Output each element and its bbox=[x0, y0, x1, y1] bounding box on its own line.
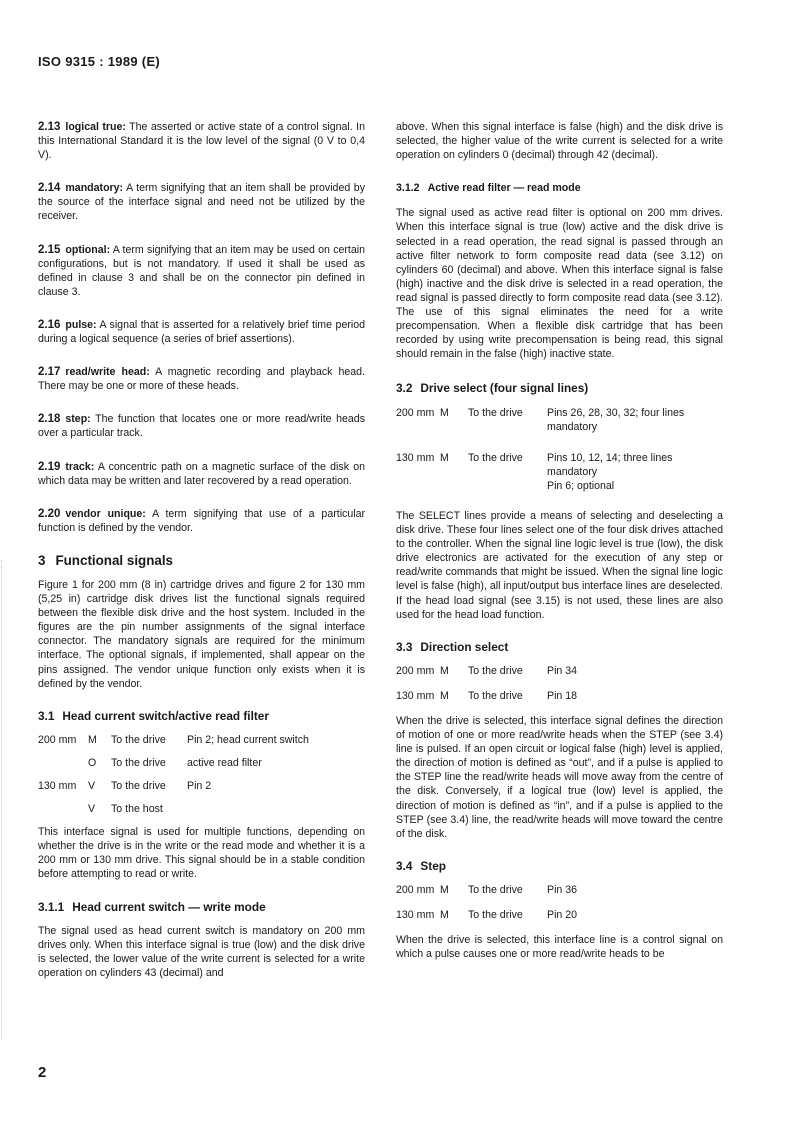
section-3-1-1-text: The signal used as head current switch is mandatory on 200 mm drives only. When this interface signal is true (low) and the disk drive is selected, the lower value of the write current is selected for a write operation on cylinders 43 (decimal) and bbox=[38, 924, 365, 979]
definition-2-19 bbox=[38, 460, 365, 488]
signal-row: 200 mm M To the drive Pin 36 bbox=[396, 883, 578, 896]
section-3-3-heading: 3.3 Direction select bbox=[396, 639, 509, 654]
definition-text: A concentric path on a magnetic surface of the disk on which data may be written and later recovered by a read operation. bbox=[38, 460, 365, 487]
definition-term: step: bbox=[65, 413, 91, 426]
section-3-2-heading: 3.2 Drive select (four signal lines) bbox=[396, 381, 589, 396]
definition-term: optional: bbox=[65, 243, 111, 256]
definition-number: 2.20 bbox=[38, 507, 61, 520]
definition-term: vendor unique: bbox=[65, 507, 146, 520]
signal-row: 130 mm M To the drive Pin 20 bbox=[396, 909, 578, 922]
definition-text: A term signifying that use of a particular function is defined by the vendor. bbox=[38, 507, 366, 534]
page-number: 2 bbox=[38, 1064, 47, 1081]
signal-row: 130 mm M To the drive Pin 18 bbox=[396, 689, 578, 702]
definition-number: 2.14 bbox=[38, 182, 61, 195]
definition-text: The asserted or active state of a control signal. In this International Standard it is the low level of the signal (0 V to 0,4 V). bbox=[38, 121, 365, 162]
definition-term: read/write head: bbox=[65, 366, 150, 379]
signal-row: 200 mm M To the drive Pins 26, 28, 30, 32; four lines mandatory bbox=[396, 406, 685, 433]
definition-2-14 bbox=[38, 181, 365, 223]
definition-2-18 bbox=[38, 412, 365, 440]
section-3-1-text: This interface signal is used for multiple functions, depending on whether the drive is in the write or the read mode and whether it is a 200 mm or 130 mm drive. This signal should be in a stable condition before attempting to read or write. bbox=[38, 826, 365, 881]
definition-number: 2.17 bbox=[38, 366, 61, 379]
section-3-heading: 3 Functional signals bbox=[38, 552, 174, 568]
section-3-3-signal-table bbox=[396, 664, 723, 703]
signal-row: 130 mm V To the drive Pin 2 bbox=[38, 780, 212, 792]
definition-text: A term signifying that an item may be used on certain configurations, but is not mandatory. If used it shall be used as defined in clause 3 and shall be on the connector pin defined in clause 3. bbox=[38, 243, 365, 298]
section-3-1-2-text: The signal used as active read filter is optional on 200 mm drives. When this interface signal is true (low) active and the disk drive is selected in a read operation, the read signal is passed through an active filter network to form composite read data (see 3.12) on cylinders 60 (decimal) and above. When this interface signal is false (high) inactive and the disk drive is selected in a read operation, the read signal is passed directly to form composite read data (see 3.12). The use of this signal eliminates the need for a write precompensation. When a flexible disk cartridge that has been recorded by using write precompensation is being read, this signal should remain in the false (high) inactive state. bbox=[396, 207, 723, 361]
definition-text: A signal that is asserted for a relatively brief time period during a logical sequence (a series of brief assertions). bbox=[38, 318, 365, 346]
section-3-1-1-text-continued: above. When this signal interface is false (high) and the disk drive is selected, the higher value of the write current is selected for a write operation on cylinders 0 (decimal) through 42 (decimal). bbox=[396, 121, 723, 162]
definition-text: The function that locates one or more read/write heads over a particular track. bbox=[38, 413, 365, 440]
definition-number: 2.19 bbox=[38, 460, 61, 473]
section-3-1-2-heading: 3.1.2 Active read filter — read mode bbox=[396, 182, 581, 195]
definition-2-13 bbox=[38, 120, 365, 162]
section-3-1-heading: 3.1 Head current switch/active read filter bbox=[38, 708, 269, 723]
section-3-3-text: When the drive is selected, this interface signal defines the direction of motion of one or more read/write heads when the STEP (see 3.4) line is pulsed. If an open circuit or logical false (high) level is applied, the direction of motion is defined as “out”, and if a pulse is applied to the STEP line the read/write heads will move away from the centre of the disk. Conversely, if a logical true (low) level is applied, the direction of motion is defined as “in”, and if a pulse is applied to the STEP (see 3.4) line, the read/write heads will move toward the centre of the disk. bbox=[396, 715, 723, 840]
definition-text: A magnetic recording and playback head. There may be one or more of these heads. bbox=[38, 366, 365, 393]
definition-2-15 bbox=[38, 243, 365, 299]
definition-term: pulse: bbox=[65, 318, 97, 331]
definition-number: 2.15 bbox=[38, 243, 61, 256]
signal-row: V To the host bbox=[88, 803, 163, 816]
definition-2-16 bbox=[38, 318, 365, 346]
signal-row: 200 mm M To the drive Pin 34 bbox=[396, 664, 578, 677]
signal-row: 200 mm M To the drive Pin 2; head current switch bbox=[38, 733, 309, 746]
signal-row: 130 mm M To the drive Pins 10, 12, 14; three lines mandatory Pin 6; optional bbox=[396, 451, 673, 492]
definition-term: logical true: bbox=[65, 121, 126, 133]
definition-number: 2.13 bbox=[38, 121, 61, 133]
definition-number: 2.16 bbox=[38, 318, 61, 331]
definition-term: track: bbox=[65, 460, 95, 473]
definition-2-17 bbox=[38, 365, 365, 393]
section-3-4-heading: 3.4 Step bbox=[396, 858, 446, 873]
section-3-1-signal-table bbox=[38, 733, 365, 816]
section-3-2-text: The SELECT lines provide a means of selecting and deselecting a disk drive. These four lines select one of the four disk drives attached to the controller. When the signal line logic level is true (low), the disk drive electronics are activated for the execution of any step or read/write commands that might be issued. When the signal line logic level is false (high), all input/output bus interface lines are deselected. If the head load signal (see 3.15) is not used, these lines are also used for the head load function. bbox=[396, 509, 723, 621]
definition-term: mandatory: bbox=[65, 182, 124, 195]
definition-text: A term signifying that an item shall be provided by the source of the interface signal and need not be utilized by the receiver. bbox=[38, 182, 365, 223]
section-3-4-text: When the drive is selected, this interface line is a control signal on which a pulse causes one or more read/write heads to be bbox=[396, 934, 723, 961]
margin-rule bbox=[1, 560, 3, 1040]
definitions-list bbox=[38, 120, 365, 535]
section-3-1-1-heading: 3.1.1 Head current switch — write mode bbox=[38, 899, 266, 914]
document-header: ISO 9315 : 1989 (E) bbox=[38, 54, 161, 69]
section-3-2-signal-table bbox=[396, 406, 723, 493]
definition-2-20 bbox=[38, 507, 365, 535]
section-3-4-signal-table bbox=[396, 883, 723, 922]
section-3-intro: Figure 1 for 200 mm (8 in) cartridge drives and figure 2 for 130 mm (5,25 in) cartridge disk drives list the functional signals required between the flexible disk drive and the host system. Included in the figures are the pin number assignments of the signal interface connector. The mandatory signals are required for the minimum interface. The optional signals, if implemented, shall appear on the pins assigned. The vendor unique function only exists when it is defined by the vendor. bbox=[38, 578, 365, 690]
right-column bbox=[396, 120, 723, 961]
left-column bbox=[38, 120, 365, 980]
definition-number: 2.18 bbox=[38, 413, 61, 426]
signal-row: O To the drive active read filter bbox=[88, 756, 262, 769]
